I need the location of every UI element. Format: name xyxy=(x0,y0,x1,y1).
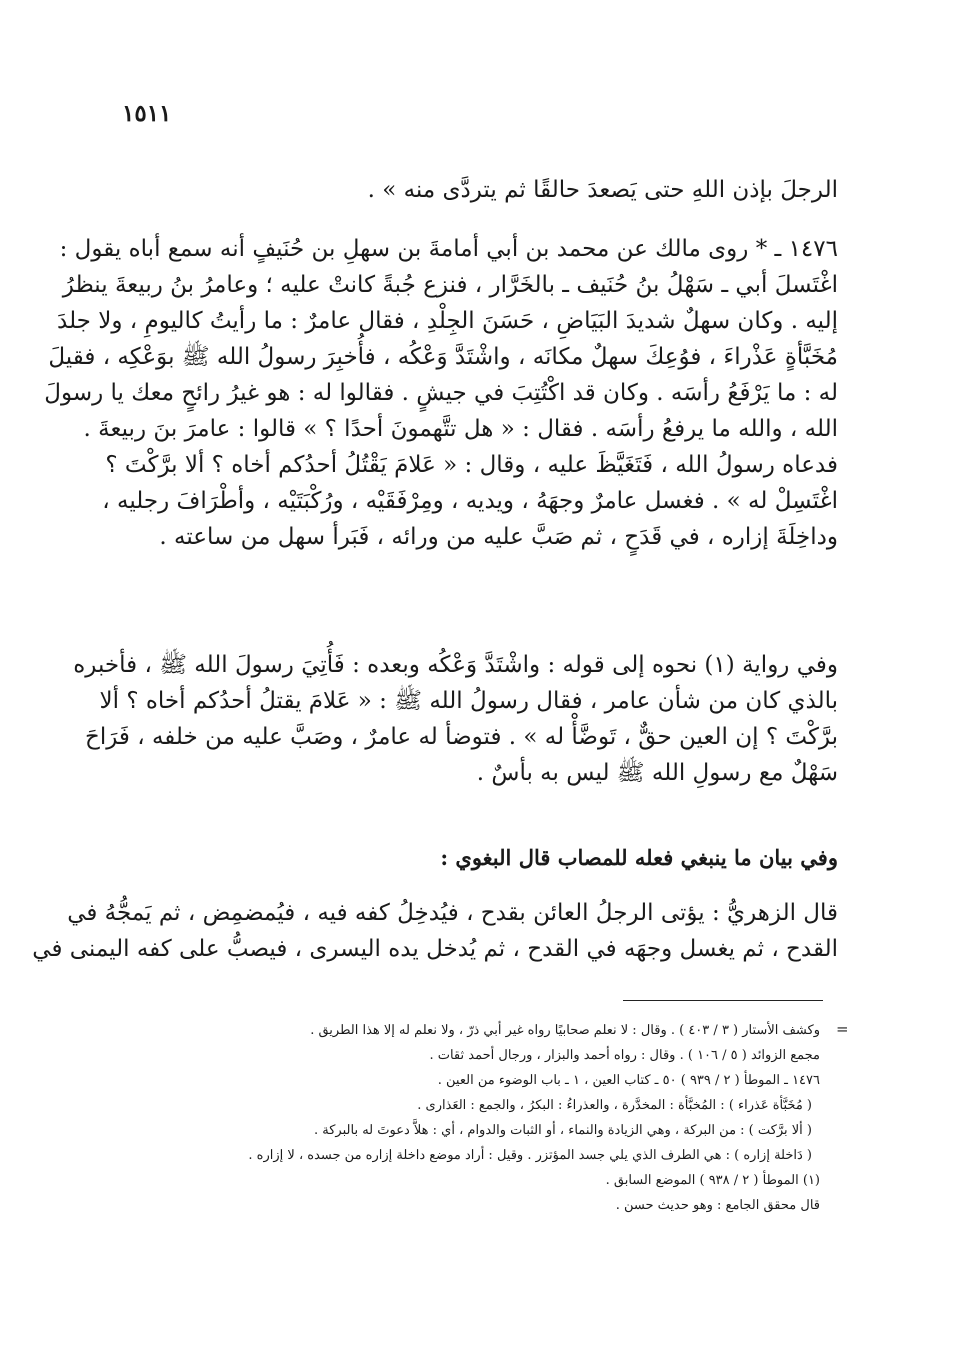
text-line: وداخِلَةَ إزاره ، في قَدَحٍ ، ثم صَبَّ عليه من ورائه ، فَبَرأ سهل من ساعته . xyxy=(159,524,838,550)
text-line: القدح ، ثم يغسل وجهَه في القدح ، ثم يُدخل يده اليسرى ، فيصبُّ على كفه اليمنى في xyxy=(32,936,838,962)
text-line: إليه . وكان سهلٌ شديدَ البَيَاضِ ، حَسَنَ الجِلْدِ ، فقال عامرٌ : ما رأيتُ كاليومِ ، ولا جلدَ xyxy=(57,308,838,334)
footnotes xyxy=(130,1018,820,1218)
footnote-line: مجمع الزوائد ( ٥ / ١٠٦ ) . وقال : رواه أحمد والبزار ، ورجال أحمد ثقات . xyxy=(429,1048,820,1063)
zuhri-paragraph xyxy=(32,895,838,967)
page-number: ١٥١١ xyxy=(122,100,172,127)
footnote-continuation-mark: = xyxy=(836,1020,849,1038)
text-line: اغْتَسلَ أبي ـ سَهْلُ بنُ حُنَيف ـ بالخَرَّار ، فنزع جُبةً كانتْ عليه ؛ وعامرُ بنُ ربيعةَ ينظرُ xyxy=(62,272,838,298)
intro-paragraph xyxy=(128,172,838,208)
footnote-line: قال محقق الجامع : وهو حديث حسن . xyxy=(615,1198,820,1213)
text-line: مُخَبَّأةٍ عَذْراءَ ، فوُعِكَ سهلٌ مكانَه ، واشْتَدَّ وَعْكُه ، فأُخبِرَ رسولُ الله ﷺ بوَعْكِه ، فقيلَ xyxy=(48,344,838,370)
text-line: الله ، والله ما يرفعُ رأسَه . فقال : « هل تتَّهمونَ أحدًا ؟ » قالوا : عامرَ بنَ ربيعةَ . xyxy=(83,416,838,442)
hadith-1476-paragraph xyxy=(44,231,838,555)
footnote-line: ( مُخَبَّأة عَذراء ) : المُخبَّأة : المخدَّرة ، والعذراءُ : البكرُ ، والجمع : العَذارى . xyxy=(417,1098,812,1113)
text-line: له : ما يَرْفَعُ رأسَه . وكان قد اكْتُتِبَ في جيشٍ . فقالوا له : هو غيرُ رائحٍ معك يا رسولَ xyxy=(44,380,838,406)
footnote-line: ١٤٧٦ ـ الموطأ ( ٢ / ٩٣٩ ) ٥٠ ـ كتاب العين ، ١ ـ باب الوضوء من العين . xyxy=(437,1073,820,1088)
footnote-line: ( دَاخلة إزاره ) : هي الطرف الذي يلي جسد المؤتزر . وقيل : أراد موضع داخلة إزاره من جسده ، لا إزاره . xyxy=(248,1148,812,1163)
text-line: فدعاه رسولُ الله ، فَتَغَيَّظَ عليه ، وقال : « عَلامَ يَقْتُلُ أحدُكم أخاه ؟ ألا برَّكْتَ ؟ xyxy=(105,452,838,478)
text-line: اغْتَسِلْ له » . فغسل عامرٌ وجهَهُ ، ويديه ، ومِرْفَقَيْه ، ورُكْبَتَيْه ، وأطْرَافَ رجليه ، xyxy=(102,488,838,514)
footnote-line: ( ألا برَّكت ) : من البركة ، وهي الزيادة والنماء ، أو الثبات والدوام ، أي : هلاَّ دعوتَ له بالبركة . xyxy=(314,1123,812,1138)
riwaya-paragraph xyxy=(73,647,838,791)
text-line: وفي رواية (١) نحوه إلى قوله : واشْتَدَّ وَعْكُه وبعده : فَأُتِيَ رسولَ الله ﷺ ، فأخبره xyxy=(73,652,838,678)
text-line: ١٤٧٦ ـ * روى مالك عن محمد بن أبي أمامةَ بن سهلِ بن حُنَيفٍ أنه سمع أباه يقول : xyxy=(59,236,838,262)
text-line: برَّكْتَ ؟ إن العين حقٌّ ، تَوضَّأْ له » . فتوضأ له عامرٌ ، وصَبَّ عليه من خلفه ، فَرَاحَ xyxy=(85,724,838,750)
footnote-divider xyxy=(623,1000,823,1001)
text-line: بالذي كان من شأن عامر ، فقال رسولُ الله ﷺ : « عَلامَ يقتلُ أحدُكم أخاه ؟ ألا xyxy=(99,688,838,714)
section-heading-block xyxy=(128,840,838,876)
section-heading: وفي بيان ما ينبغي فعله للمصاب قال البغوي : xyxy=(440,845,838,870)
text-line: سَهْلٌ مع رسولِ الله ﷺ ليس به بأسٌ . xyxy=(476,760,838,786)
footnote-line: وكشف الأستار ( ٣ / ٤٠٣ ) . وقال : لا نعلم صحابيًا رواه غير أبي ذرّ ، ولا نعلم له إلا هذا الطريق . xyxy=(310,1023,820,1038)
text-line: قال الزهريُّ : يؤتى الرجلُ العائن بقدح ، فيُدخِلُ كفه فيه ، فيُمضمِض ، ثم يَمجُّهُ في xyxy=(67,900,838,926)
footnote-line: (١) الموطأ ( ٢ / ٩٣٨ ) الموضع السابق . xyxy=(605,1173,820,1188)
text-line: الرجلَ بإذن اللهِ حتى يَصعدَ حالقًا ثم يتردَّى منه » . xyxy=(367,177,838,203)
